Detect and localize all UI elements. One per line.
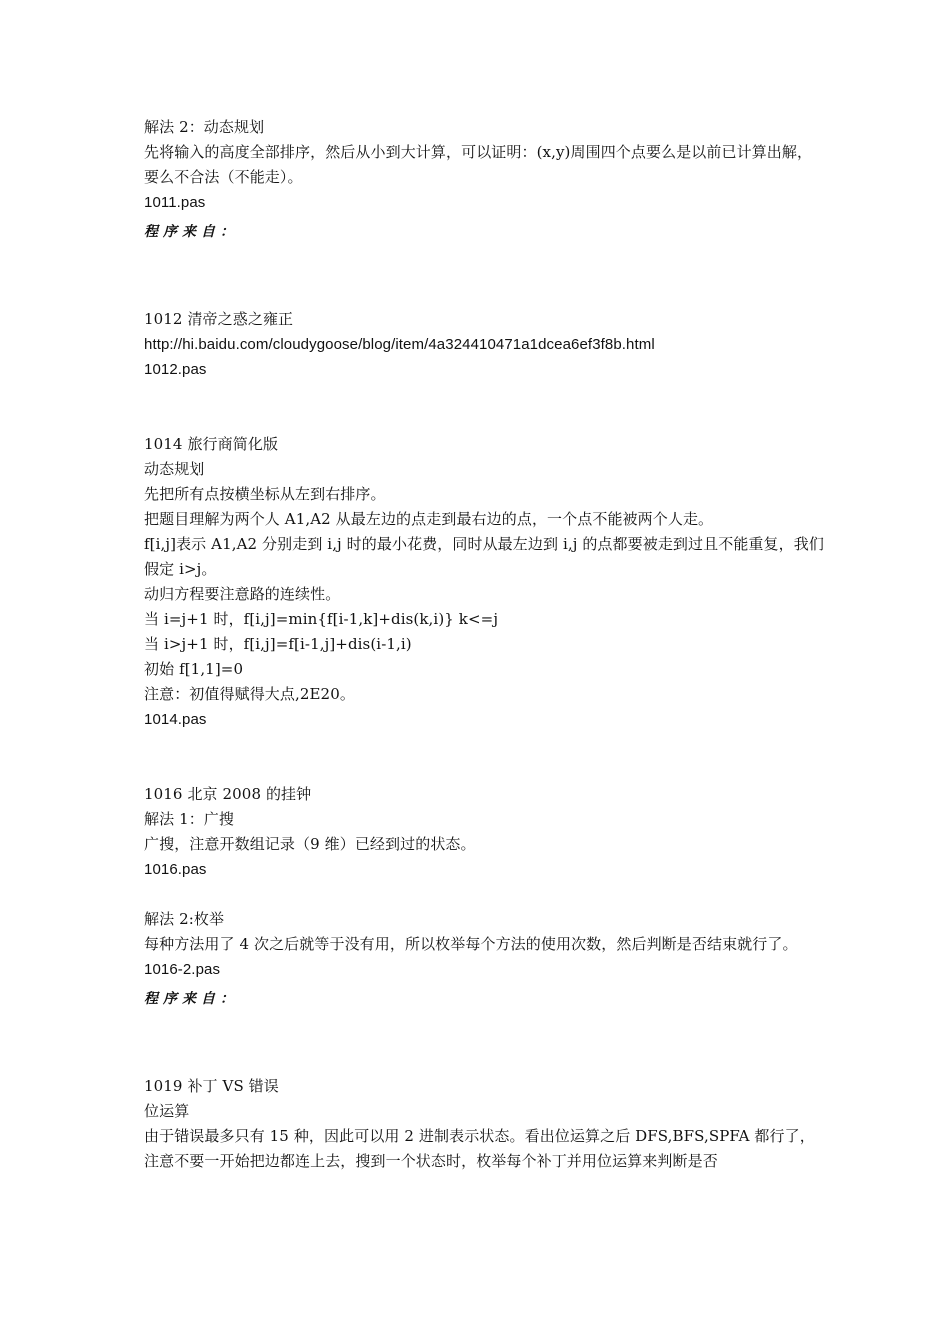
source-url-link[interactable]: http://hi.baidu.com/cloudygoose/blog/item/4a324410471a1dcea6ef3f8b.html xyxy=(144,336,655,353)
document-body xyxy=(144,115,824,1174)
program-source-label: 程序来自： xyxy=(144,991,239,1007)
file-name: 1014.pas xyxy=(144,711,207,728)
paragraph: f[i,j]表示 A1,A2 分别走到 i,j 时的最小花费，同时从最左边到 i,j 的点都要被走到过且不能重复，我们假定 i>j。 xyxy=(144,535,824,578)
paragraph: 由于错误最多只有 15 种，因此可以用 2 进制表示状态。看出位运算之后 DFS,BFS,SPFA 都行了，注意不要一开始把边都连上去，搜到一个状态时，枚举每个补丁并用位运算来判断是否 xyxy=(144,1127,815,1170)
problem-title: 1012 清帝之惑之雍正 xyxy=(144,310,294,328)
method-label: 位运算 xyxy=(144,1102,190,1120)
section-heading: 解法 2：动态规划 xyxy=(144,118,265,136)
paragraph: 先将输入的高度全部排序，然后从小到大计算，可以证明：(x,y)周围四个点要么是以前已计算出解，要么不合法（不能走）。 xyxy=(144,143,813,186)
paragraph: 动归方程要注意路的连续性。 xyxy=(144,585,341,603)
problem-title: 1016 北京 2008 的挂钟 xyxy=(144,785,312,803)
paragraph: 每种方法用了 4 次之后就等于没有用，所以枚举每个方法的使用次数，然后判断是否结束就行了。 xyxy=(144,935,798,953)
file-name: 1016.pas xyxy=(144,861,207,878)
method-label: 解法 2:枚举 xyxy=(144,910,225,928)
formula-line: 当 i=j+1 时，f[i,j]=min{f[i-1,k]+dis(k,i)} k<=j xyxy=(144,610,499,628)
problem-title: 1014 旅行商简化版 xyxy=(144,435,279,453)
problem-title: 1019 补丁 VS 错误 xyxy=(144,1077,279,1095)
file-name: 1012.pas xyxy=(144,361,207,378)
method-label: 解法 1：广搜 xyxy=(144,810,235,828)
paragraph: 先把所有点按横坐标从左到右排序。 xyxy=(144,485,386,503)
paragraph: 把题目理解为两个人 A1,A2 从最左边的点走到最右边的点，一个点不能被两个人走。 xyxy=(144,510,714,528)
file-name: 1016-2.pas xyxy=(144,961,221,978)
program-source-label: 程序来自： xyxy=(144,224,239,240)
paragraph: 广搜，注意开数组记录（9 维）已经到过的状态。 xyxy=(144,835,476,853)
method-label: 动态规划 xyxy=(144,460,205,478)
file-name: 1011.pas xyxy=(144,194,206,211)
formula-line: 初始 f[1,1]=0 xyxy=(144,660,244,678)
paragraph: 注意：初值得赋得大点,2E20。 xyxy=(144,685,355,703)
formula-line: 当 i>j+1 时，f[i,j]=f[i-1,j]+dis(i-1,i) xyxy=(144,635,412,653)
